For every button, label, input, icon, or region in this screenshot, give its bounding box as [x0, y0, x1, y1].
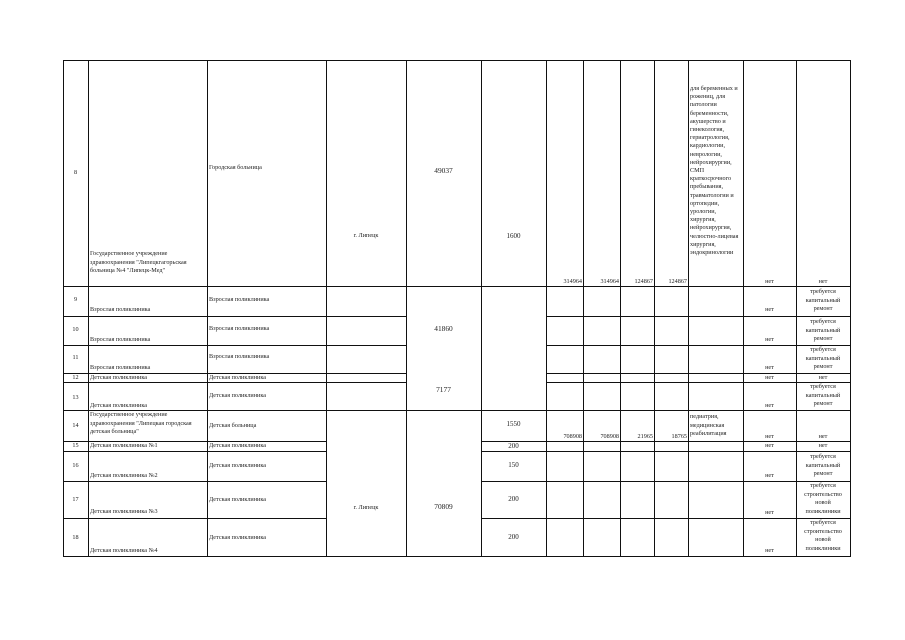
value-cell: 124867: [634, 278, 653, 285]
unit-name: Детская поликлиника: [209, 462, 267, 469]
value-cell: 314964: [600, 278, 619, 285]
column-line: [207, 60, 208, 557]
unit-name: Детская поликлиника: [209, 496, 267, 503]
institution-name: Взрослая поликлиника: [90, 364, 151, 371]
population: 41860: [434, 324, 453, 333]
status-14: требуется капитальный ремонт: [805, 346, 841, 371]
row-line: [481, 451, 850, 452]
institution-name: Детская поликлиника №3: [90, 508, 158, 515]
column-line: [688, 60, 689, 557]
city: г. Липецк: [353, 232, 379, 239]
row-number: 14: [72, 422, 79, 429]
capacity: 1550: [506, 420, 521, 428]
status-13: нет: [765, 442, 774, 449]
capacity: 150: [508, 461, 519, 469]
status-13: нет: [765, 374, 774, 381]
row-line: [63, 556, 850, 557]
institution-name: Детская поликлиника: [90, 374, 148, 381]
institution-name: Детская поликлиника №2: [90, 472, 158, 479]
status-13: нет: [765, 472, 774, 479]
row-line: [63, 518, 326, 519]
column-line: [796, 60, 797, 557]
column-line: [326, 60, 327, 557]
institution-name: Государственное учреждение здравоохранения "Липецкгагорьская больница №4 "Липецк-Мед": [90, 250, 187, 275]
population: 7177: [436, 385, 451, 394]
institution-name: Взрослая поликлиника: [90, 336, 151, 343]
unit-name: Детская поликлиника: [209, 392, 267, 399]
profile: педиатрия, медицинская реабилитация: [690, 413, 727, 438]
row-line: [481, 518, 850, 519]
row-line: [546, 316, 850, 317]
status-14: нет: [818, 442, 828, 449]
status-13: нет: [765, 433, 774, 440]
unit-name: Детская поликлиника: [209, 442, 267, 449]
value-cell: 18765: [671, 433, 687, 440]
population: 49037: [434, 166, 453, 175]
status-14: требуется капитальный ремонт: [805, 453, 841, 478]
row-line: [481, 481, 850, 482]
unit-name: Детская поликлиника: [209, 534, 267, 541]
row-number: 10: [72, 326, 79, 333]
column-line: [481, 60, 482, 557]
unit-name: Детская больница: [209, 422, 257, 429]
column-line: [620, 60, 621, 557]
institution-name: Детская поликлиника №4: [90, 547, 158, 554]
value-cell: 708908: [600, 433, 619, 440]
status-14: требуется строительство новой поликлиники: [804, 482, 842, 515]
row-number: 17: [72, 496, 79, 503]
institution-name: Детская поликлиника №1: [90, 442, 158, 449]
status-13: нет: [765, 402, 774, 409]
status-14: нет: [818, 433, 828, 440]
status-13: нет: [765, 547, 774, 554]
unit-name: Взрослая поликлиника: [209, 325, 270, 332]
status-13: нет: [765, 306, 774, 313]
status-13: нет: [765, 509, 774, 516]
status-14: требуется капитальный ремонт: [805, 318, 841, 343]
status-13: нет: [765, 364, 774, 371]
row-number: 15: [72, 442, 79, 449]
value-cell: 21965: [637, 433, 653, 440]
status-13: нет: [765, 278, 774, 285]
column-line: [654, 60, 655, 557]
column-line: [546, 60, 547, 557]
column-line: [406, 60, 407, 557]
capacity: 200: [508, 533, 519, 541]
column-line: [583, 60, 584, 557]
institution-name: Взрослая поликлиника: [90, 306, 151, 313]
city: г. Липецк: [353, 504, 379, 511]
unit-name: Детская поликлиника: [209, 374, 267, 381]
row-number: 18: [72, 534, 79, 541]
unit-name: Взрослая поликлиника: [209, 353, 270, 360]
status-13: нет: [765, 336, 774, 343]
population: 70809: [434, 502, 453, 511]
value-cell: 708908: [563, 433, 582, 440]
capacity: 200: [508, 442, 519, 450]
row-number: 9: [73, 296, 78, 303]
capacity: 200: [508, 495, 519, 503]
status-14: нет: [818, 374, 828, 381]
institution-name: Детская поликлиника: [90, 402, 148, 409]
row-line: [63, 345, 406, 346]
status-14: нет: [818, 278, 828, 285]
row-number: 12: [72, 374, 79, 381]
value-cell: 314964: [563, 278, 582, 285]
unit-name: Взрослая поликлиника: [209, 296, 270, 303]
row-line: [63, 60, 850, 61]
row-number: 16: [72, 462, 79, 469]
column-line: [850, 60, 851, 557]
row-number: 8: [73, 169, 78, 176]
column-line: [88, 60, 89, 557]
row-number: 13: [72, 394, 79, 401]
capacity: 1600: [506, 232, 521, 240]
status-14: требуется строительство новой поликлиники: [804, 519, 842, 552]
status-14: требуется капитальный ремонт: [805, 383, 841, 408]
row-line: [63, 451, 326, 452]
row-line: [63, 316, 406, 317]
value-cell: 124867: [668, 278, 687, 285]
status-14: требуется капитальный ремонт: [805, 288, 841, 313]
institution-name: Государственное учреждение здравоохранения "Липецкая городская детская больница": [90, 411, 192, 436]
row-line: [63, 286, 850, 287]
row-number: 11: [72, 354, 79, 361]
profile: для беременных и рожениц, для патологии беременности, акушерство и гинекология, гериатрология, кардиологии, неврологии, нейрохирургии, СМП краткосрочного пребывания, травматологии и ортопедии, урологии, хирургия, нейрохирургия, челюстно-лицевая хирургия, эндокринологии: [690, 85, 739, 257]
unit-name: Городская больница: [209, 164, 262, 171]
row-line: [63, 481, 326, 482]
column-line: [63, 60, 64, 557]
